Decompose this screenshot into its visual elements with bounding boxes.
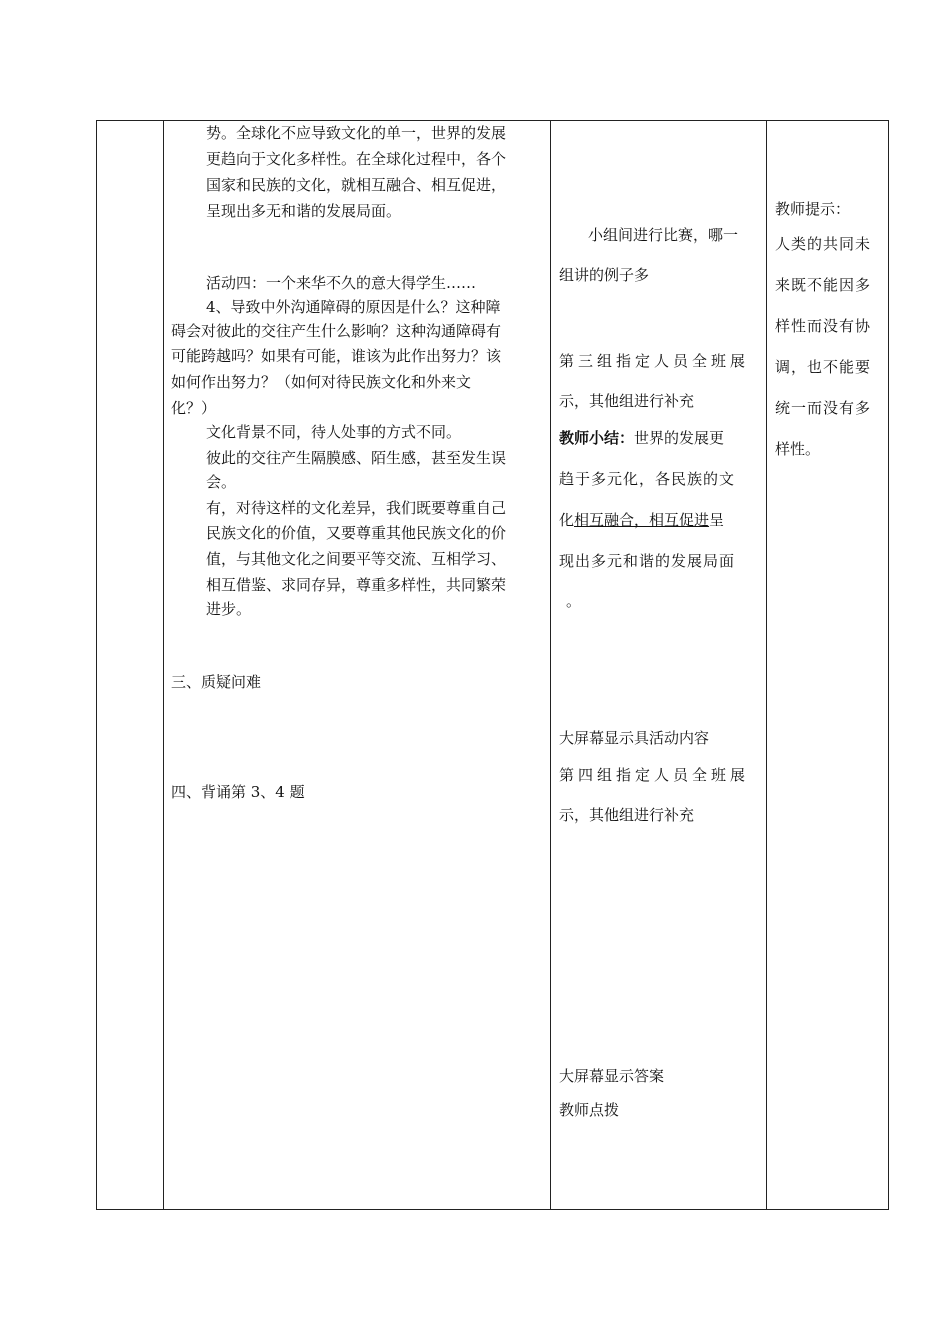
teacher-summary-text: 。 [566, 592, 582, 610]
content-line: 国家和民族的文化，就相互融合、相互促进， [206, 176, 507, 194]
teacher-guide-line: 教师点拨 [559, 1101, 620, 1119]
question-line: 可能跨越吗？如果有可能，谁该为此作出努力？该 [171, 347, 502, 365]
step-column-cell [97, 121, 163, 1209]
section-three-heading: 三、质疑问难 [171, 673, 262, 691]
answer-line: 彼此的交往产生隔膜感、陌生感，甚至发生误 [206, 449, 507, 467]
answer-line: 进步。 [206, 600, 252, 618]
teacher-summary-text: 趋于多元化，各民族的文 [559, 470, 736, 488]
answer-line: 相互借鉴、求同存异，尊重多样性，共同繁荣 [206, 576, 507, 594]
screen-activity-line: 大屏幕显示具活动内容 [559, 729, 710, 747]
answer-line: 民族文化的价值，又要尊重其他民族文化的价 [206, 524, 507, 542]
teacher-summary-text: 化 [559, 511, 575, 529]
teacher-summary-text: 呈 [709, 511, 725, 529]
question-line: 化？） [171, 399, 217, 417]
content-line: 呈现出多无和谐的发展局面。 [206, 202, 402, 220]
question-line: 如何作出努力？（如何对待民族文化和外来文 [171, 373, 472, 391]
group-four-line: 第四组指定人员全班展 [559, 766, 750, 784]
group-four-line: 示，其他组进行补充 [559, 806, 695, 824]
content-line: 更趋向于文化多样性。在全球化过程中，各个 [206, 150, 507, 168]
teacher-summary-label: 教师小结： [559, 429, 635, 447]
answer-line: 文化背景不同，待人处事的方式不同。 [206, 423, 462, 441]
teacher-summary-text: 世界的发展更 [634, 429, 725, 447]
teacher-tip-line: 统一而没有多 [775, 399, 872, 417]
question-line: 碍会对彼此的交往产生什么影响？这种沟通障碍有 [171, 322, 502, 340]
question-line: 4、导致中外沟通障碍的原因是什么？这种障 [206, 298, 501, 316]
teacher-tip-line: 来既不能因多 [775, 276, 872, 294]
teacher-tip-title: 教师提示： [775, 200, 851, 218]
activity-column-cell [550, 121, 766, 1209]
content-line: 势。全球化不应导致文化的单一，世界的发展 [206, 124, 507, 142]
teacher-tip-line: 样性而没有协 [775, 317, 872, 335]
group-three-line: 示，其他组进行补充 [559, 392, 695, 410]
content-column-cell [163, 121, 550, 1209]
section-four-heading: 四、背诵第 3、4 题 [171, 783, 305, 801]
teacher-summary-text: 现出多元和谐的发展局面 [559, 552, 736, 570]
teacher-tip-line: 调，也不能要 [775, 358, 872, 376]
teacher-summary-underlined: 相互融合，相互促进 [574, 511, 710, 529]
group-three-line: 第三组指定人员全班展 [559, 352, 750, 370]
teacher-tip-line: 人类的共同未 [775, 235, 872, 253]
answer-line: 值，与其他文化之间要平等交流、互相学习、 [206, 550, 507, 568]
activity-four-heading: 活动四：一个来华不久的意大得学生…… [206, 274, 477, 292]
screen-answer-line: 大屏幕显示答案 [559, 1067, 665, 1085]
compete-line: 组讲的例子多 [559, 266, 650, 284]
lesson-plan-table [96, 120, 889, 1210]
answer-line: 会。 [206, 473, 237, 491]
tips-column-cell [766, 121, 890, 1209]
teacher-tip-line: 样性。 [775, 440, 821, 458]
compete-line: 小组间进行比赛，哪一 [588, 226, 739, 244]
answer-line: 有，对待这样的文化差异，我们既要尊重自己 [206, 499, 507, 517]
